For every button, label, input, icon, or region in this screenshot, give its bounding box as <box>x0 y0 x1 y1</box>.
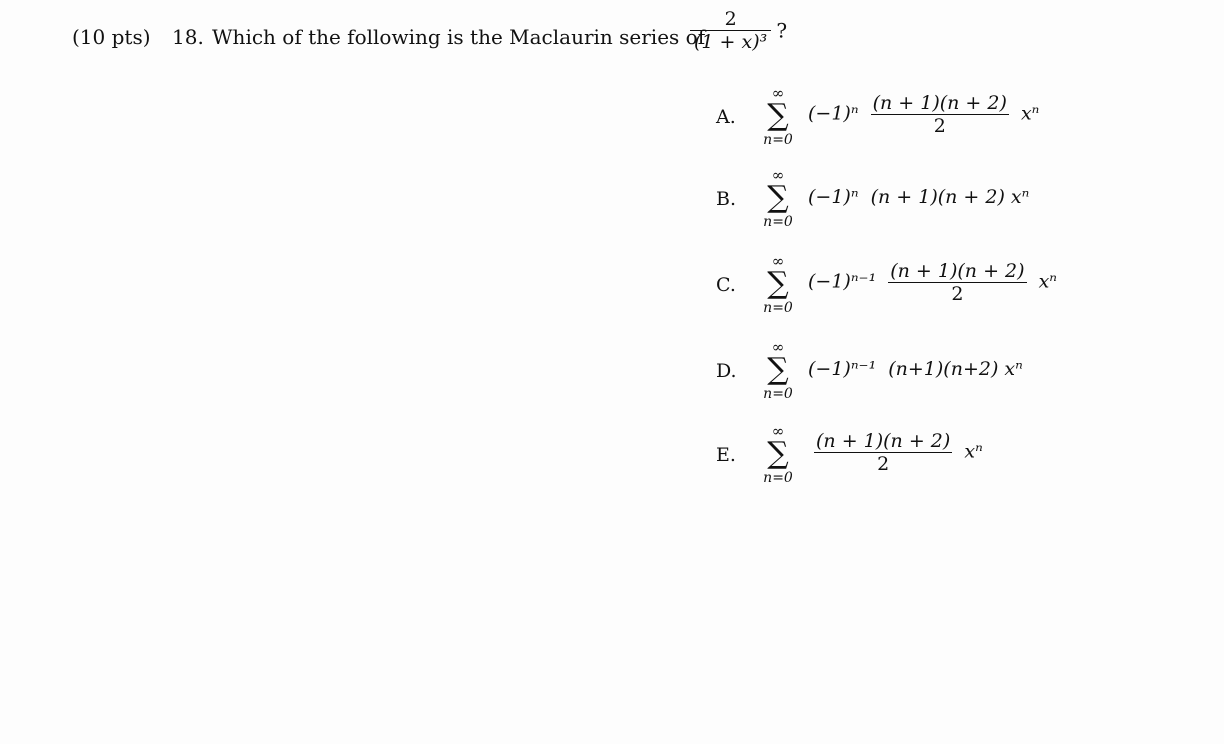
sum-upper-limit: ∞ <box>771 84 785 102</box>
sigma-symbol: ∑ <box>767 180 789 215</box>
option-letter: B. <box>716 188 737 210</box>
sum-upper-limit: ∞ <box>771 422 785 440</box>
question-text: Which of the following is the Maclaurin series of <box>212 25 706 49</box>
sign-factor: (−1)ⁿ <box>808 102 859 125</box>
question-fraction <box>690 8 787 53</box>
option-letter: E. <box>716 444 736 466</box>
sum-lower-limit: n=0 <box>763 300 793 316</box>
summation <box>756 86 800 149</box>
option-d[interactable] <box>716 340 1096 410</box>
sigma-symbol: ∑ <box>767 266 789 301</box>
sign-factor: (−1)ⁿ⁻¹ <box>808 358 877 380</box>
term-numerator: (n + 1)(n + 2) <box>816 430 951 452</box>
term-expression: (n+1)(n+2) xⁿ <box>888 358 1023 380</box>
question-mark: ? <box>776 18 788 43</box>
summation <box>756 340 800 403</box>
sum-upper-limit: ∞ <box>771 166 785 184</box>
question-number: 18. <box>172 25 204 49</box>
summation <box>756 424 800 487</box>
option-letter: D. <box>716 360 737 382</box>
sum-lower-limit: n=0 <box>763 132 793 148</box>
option-a[interactable] <box>716 86 1096 156</box>
option-e[interactable] <box>716 424 1096 494</box>
sign-factor: (−1)ⁿ⁻¹ <box>808 270 877 293</box>
sum-lower-limit: n=0 <box>763 470 793 486</box>
sigma-symbol: ∑ <box>767 98 789 133</box>
sigma-symbol: ∑ <box>767 352 789 387</box>
term-denominator: 2 <box>814 452 952 475</box>
power-term: xⁿ <box>1020 102 1040 125</box>
term-denominator: 2 <box>871 114 1009 137</box>
question-points: (10 pts) <box>72 25 151 49</box>
term-numerator: (n + 1)(n + 2) <box>890 260 1025 282</box>
option-letter: A. <box>716 106 736 128</box>
sigma-symbol: ∑ <box>767 436 789 471</box>
option-letter: C. <box>716 274 736 296</box>
term-expression: (n + 1)(n + 2) xⁿ <box>870 186 1030 208</box>
sum-upper-limit: ∞ <box>771 338 785 356</box>
power-term: xⁿ <box>1038 270 1058 293</box>
question-fraction-numerator: 2 <box>724 8 737 30</box>
term-numerator: (n + 1)(n + 2) <box>872 92 1007 114</box>
term-denominator: 2 <box>888 282 1026 305</box>
power-term: xⁿ <box>964 440 983 463</box>
option-b[interactable] <box>716 168 1096 238</box>
summation <box>756 168 800 231</box>
sum-lower-limit: n=0 <box>763 214 793 230</box>
sign-factor: (−1)ⁿ <box>808 186 859 208</box>
sum-lower-limit: n=0 <box>763 386 793 402</box>
question-fraction-denominator: (1 + x)³ <box>690 30 771 53</box>
option-c[interactable] <box>716 254 1096 324</box>
sum-upper-limit: ∞ <box>771 252 785 270</box>
summation <box>756 254 800 317</box>
